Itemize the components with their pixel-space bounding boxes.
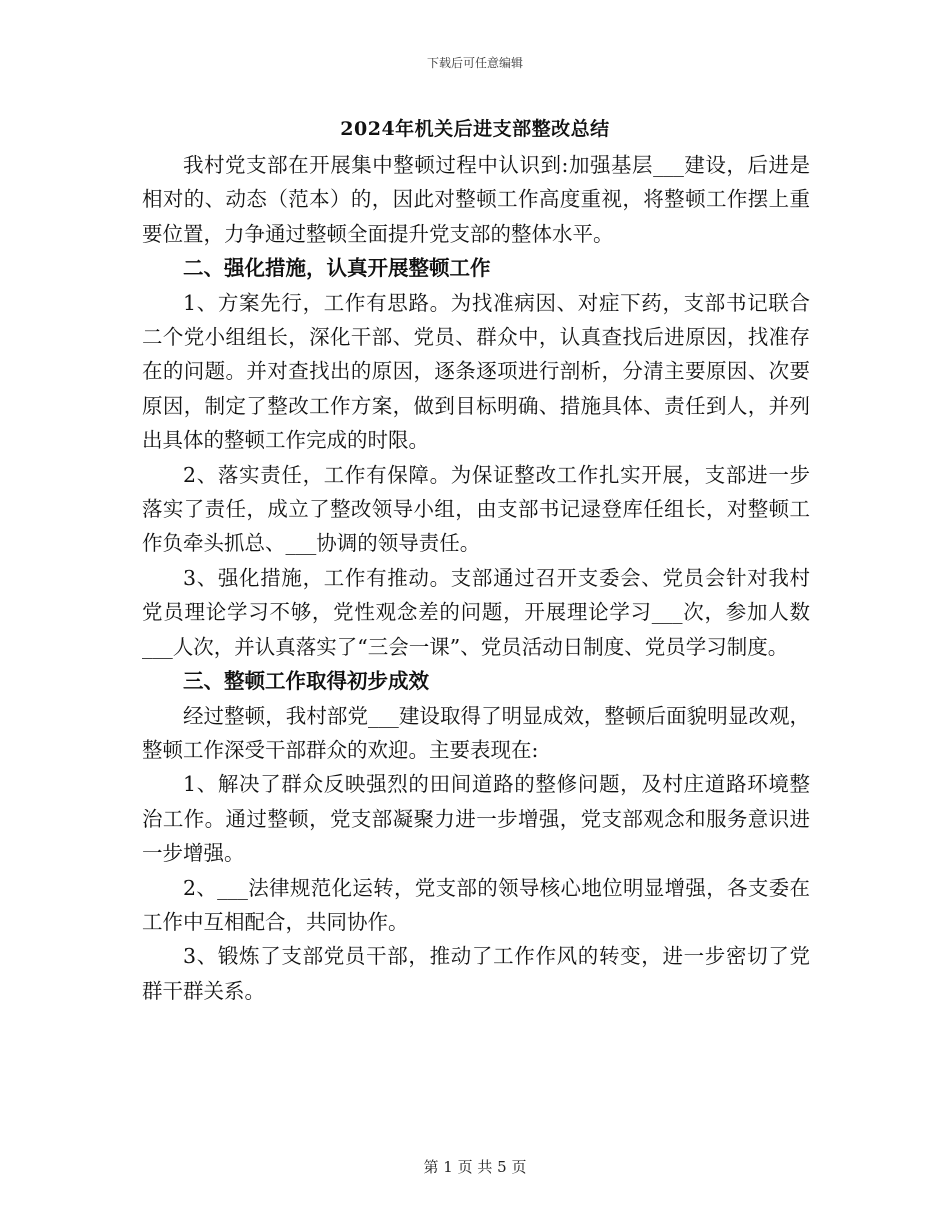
- document-title: 2024年机关后进支部整改总结: [340, 118, 610, 140]
- paragraph-result-1: 1、解决了群众反映强烈的田间道路的整修问题，及村庄道路环境整治工作。通过整顿，党支部凝聚力进一步增强，党支部观念和服务意识进一步增强。: [142, 772, 810, 866]
- section-heading-2: 二、强化措施，认真开展整顿工作: [183, 256, 491, 281]
- paragraph-plan-first: 1、方案先行，工作有思路。为找准病因、对症下药，支部书记联合二个党小组组长，深化干部、党员、群众中，认真查找后进原因，找准存在的问题。并对查找出的原因，逐条逐项进行剖析，分清主要原因、次要原因，制定了整改工作方案，做到目标明确、措施具体、责任到人，并列出具体的整顿工作完成的时限。: [142, 290, 810, 453]
- paragraph-result-2: 2、___法律规范化运转，党支部的领导核心地位明显增强，各支委在工作中互相配合，共同协作。: [142, 875, 810, 934]
- document-body: [142, 148, 810, 1008]
- paragraph-result-3: 3、锻炼了支部党员干部，推动了工作作风的转变，进一步密切了党群干群关系。: [142, 944, 810, 1003]
- intro-paragraph: 我村党支部在开展集中整顿过程中认识到:加强基层___建设，后进是相对的、动态（范本）的，因此对整顿工作高度重视，将整顿工作摆上重要位置，力争通过整顿全面提升党支部的整体水平。: [142, 153, 810, 246]
- header-note: 下载后可任意编辑: [426, 56, 523, 70]
- paragraph-results-intro: 经过整顿，我村部党___建设取得了明显成效，整顿后面貌明显改观，整顿工作深受干部群众的欢迎。主要表现在:: [142, 703, 810, 762]
- paragraph-strengthen-measures: 3、强化措施，工作有推动。支部通过召开支委会、党员会针对我村党员理论学习不够，党性观念差的问题，开展理论学习___次，参加人数___人次，并认真落实了“三会一课”、党员活动日制度、党员学习制度。: [142, 565, 810, 659]
- page-footer: 第 1 页 共 5 页: [423, 1158, 527, 1176]
- section-heading-3: 三、整顿工作取得初步成效: [183, 669, 429, 694]
- paragraph-implement-responsibility: 2、落实责任，工作有保障。为保证整改工作扎实开展，支部进一步落实了责任，成立了整改领导小组，由支部书记逯登库任组长，对整顿工作负牵头抓总、___协调的领导责任。: [142, 462, 810, 556]
